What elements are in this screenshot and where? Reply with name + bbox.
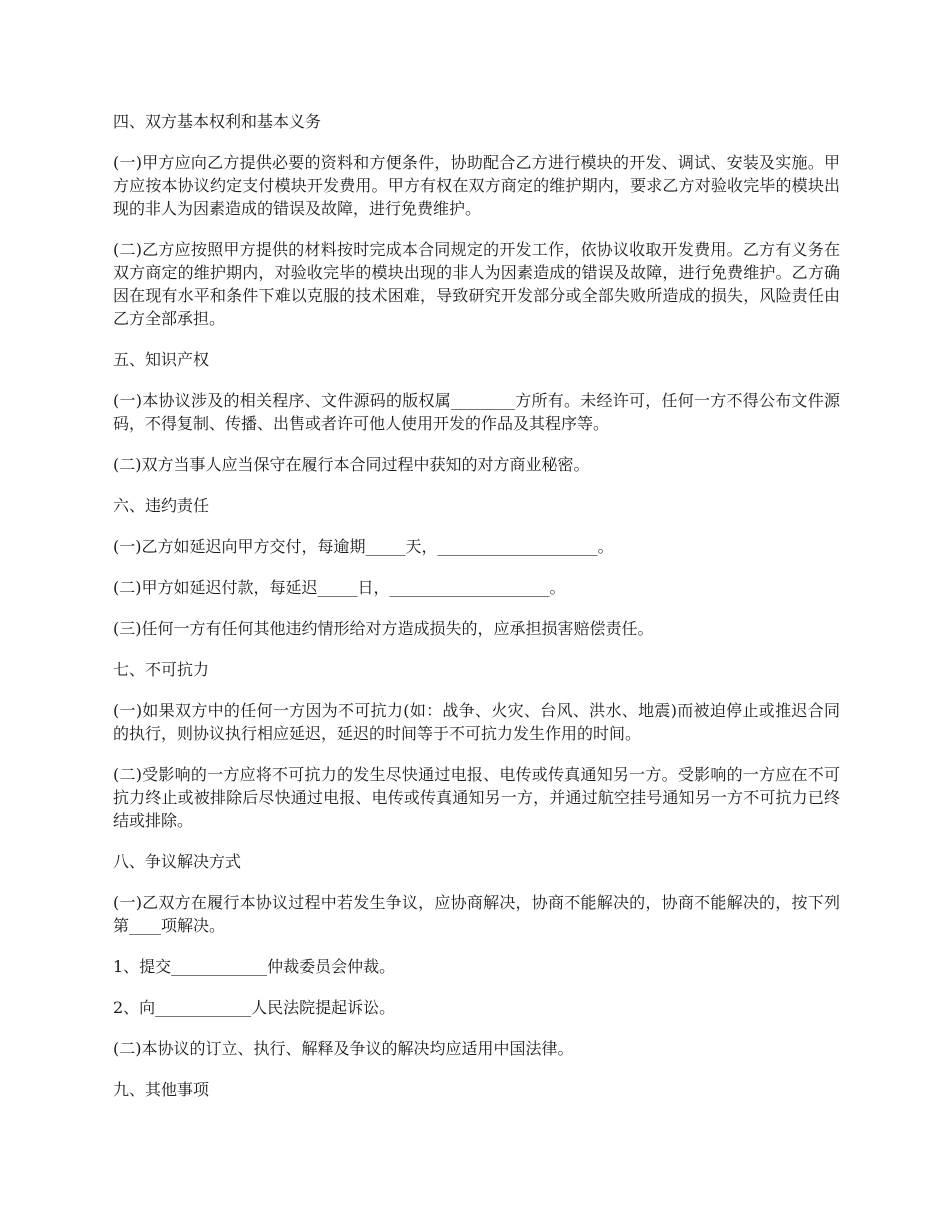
section-6-heading: 六、违约责任 (113, 496, 210, 515)
section-6-item-2: (二)甲方如延迟付款，每延迟_____日，____________________。 (113, 578, 566, 597)
section-8-option-1: 1、提交____________仲裁委员会仲裁。 (113, 957, 396, 976)
section-4-heading: 四、双方基本权利和基本义务 (113, 112, 322, 131)
section-4-item-2: (二)乙方应按照甲方提供的材料按时完成本合同规定的开发工作，依协议收取开发费用。乙方有义务在双方商定的维护期内，对验收完毕的模块出现的非人为因素造成的错误及故障，进行免费维护。乙方确因在现有水平和条件下难以克服的技术困难，导致研究开发部分或全部失败所造成的损失，风险责任由乙方全部承担。 (113, 240, 840, 328)
section-8-option-2: 2、向____________人民法院提起诉讼。 (113, 998, 396, 1017)
section-5-item-2: (二)双方当事人应当保守在履行本合同过程中获知的对方商业秘密。 (113, 455, 590, 474)
section-8-item-2: (二)本协议的订立、执行、解释及争议的解决均应适用中国法律。 (113, 1039, 574, 1058)
section-8-item-1: (一)乙双方在履行本协议过程中若发生争议，应协商解决，协商不能解决的，协商不能解决的，按下列第____项解决。 (113, 893, 840, 935)
section-4-item-1: (一)甲方应向乙方提供必要的资料和方便条件，协助配合乙方进行模块的开发、调试、安装及实施。甲方应按本协议约定支付模块开发费用。甲方有权在双方商定的维护期内，要求乙方对验收完毕的模块出现的非人为因素造成的错误及故障，进行免费维护。 (113, 153, 840, 218)
section-6-item-3: (三)任何一方有任何其他违约情形给对方造成损失的，应承担损害赔偿责任。 (113, 619, 654, 638)
section-6-item-1: (一)乙方如延迟向甲方交付，每逾期_____天，____________________。 (113, 537, 614, 556)
section-5-item-1: (一)本协议涉及的相关程序、文件源码的版权属________方所有。未经许可，任何一方不得公布文件源码，不得复制、传播、出售或者许可他人使用开发的作品及其程序等。 (113, 391, 840, 433)
section-5-heading: 五、知识产权 (113, 350, 210, 369)
section-8-heading: 八、争议解决方式 (113, 852, 242, 871)
section-7-item-1: (一)如果双方中的任何一方因为不可抗力(如：战争、火灾、台风、洪水、地震)而被迫停止或推迟合同的执行，则协议执行相应延迟，延迟的时间等于不可抗力发生作用的时间。 (113, 701, 840, 743)
document-page (113, 110, 840, 1119)
section-7-item-2: (二)受影响的一方应将不可抗力的发生尽快通过电报、电传或传真通知另一方。受影响的一方应在不可抗力终止或被排除后尽快通过电报、电传或传真通知另一方，并通过航空挂号通知另一方不可抗力已终结或排除。 (113, 765, 840, 830)
section-9-heading: 九、其他事项 (113, 1080, 210, 1099)
section-7-heading: 七、不可抗力 (113, 660, 210, 679)
